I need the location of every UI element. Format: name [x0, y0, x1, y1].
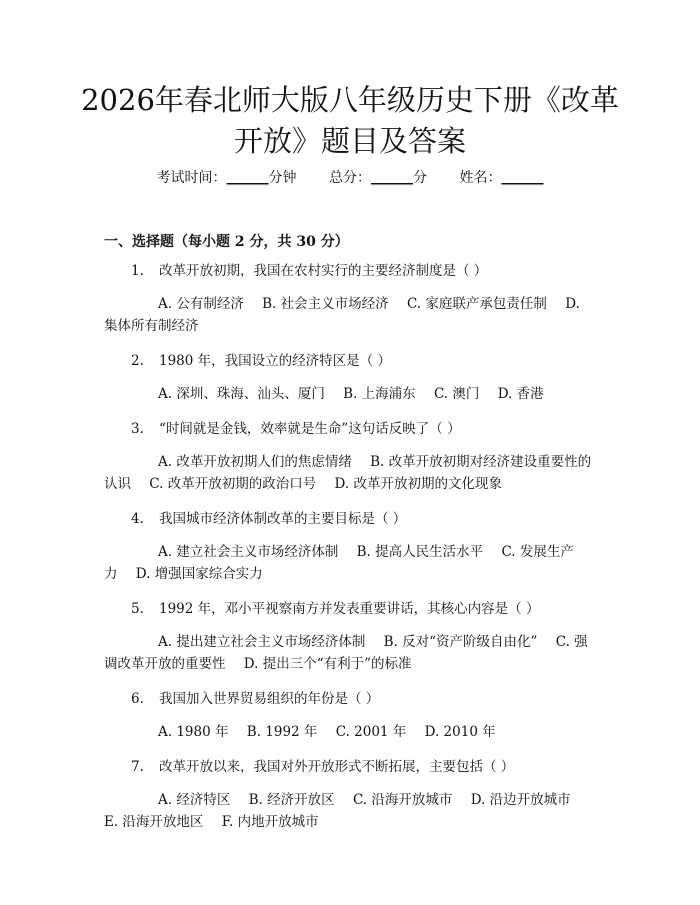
answer-option: B. 社会主义市场经济 [262, 296, 389, 312]
question-text: 1980 年，我国设立的经济特区是（ ） [159, 353, 391, 369]
answer-option: B. 反对“资产阶级自由化” [383, 634, 538, 650]
answer-option: B. 经济开放区 [248, 792, 335, 808]
answer-option: A. 公有制经济 [158, 296, 244, 312]
document-title: 2026年春北师大版八年级历史下册《改革开放》题目及答案 [81, 83, 619, 158]
question-stem [104, 757, 596, 777]
question-number: 1. [131, 263, 144, 279]
answer-option: D. 2010 年 [424, 724, 496, 740]
question-stem [104, 261, 596, 281]
answer-options [104, 541, 596, 585]
question-number: 3. [131, 421, 144, 437]
question-number: 7. [131, 759, 144, 775]
answer-option: B. 改革开放初期对经济建设重要性的认识 [104, 454, 592, 492]
question-item [104, 351, 596, 405]
question-item [104, 509, 596, 585]
answer-option: D. 集体所有制经济 [104, 296, 580, 334]
answer-option: B. 上海浦东 [343, 386, 416, 402]
student-name-blank: ______ [501, 170, 544, 186]
question-text: 1992 年，邓小平视察南方并发表重要讲话，其核心内容是（ ） [159, 601, 540, 617]
question-stem [104, 689, 596, 709]
answer-option: A. 经济特区 [158, 792, 231, 808]
answer-options [104, 293, 596, 337]
total-score-unit: 分 [413, 170, 427, 186]
answer-options [104, 451, 596, 495]
answer-option: C. 沿海开放城市 [352, 792, 453, 808]
question-item [104, 261, 596, 337]
answer-option: C. 发展生产力 [104, 544, 574, 582]
question-item [104, 689, 596, 743]
answer-option: C. 改革开放初期的政治口号 [149, 476, 317, 492]
answer-option: A. 建立社会主义市场经济体制 [158, 544, 339, 560]
question-stem [104, 509, 596, 529]
question-stem [104, 419, 596, 439]
answer-option: B. 提高人民生活水平 [356, 544, 484, 560]
answer-option: A. 提出建立社会主义市场经济体制 [158, 634, 366, 650]
question-text: 我国加入世界贸易组织的年份是（ ） [159, 691, 380, 707]
answer-option: E. 沿海开放地区 [104, 814, 204, 830]
answer-option: D. 增强国家综合实力 [135, 566, 263, 582]
exam-time-label: 考试时间： [156, 170, 227, 186]
answer-option: A. 改革开放初期人们的焦虑情绪 [158, 454, 352, 470]
question-text: “时间就是金钱，效率就是生命”这句话反映了（ ） [159, 421, 461, 437]
answer-options [104, 721, 596, 743]
answer-option: D. 沿边开放城市 [470, 792, 571, 808]
question-text: 我国城市经济体制改革的主要目标是（ ） [159, 511, 407, 527]
answer-option: D. 提出三个“有利于”的标准 [243, 656, 412, 672]
exam-info-line [0, 168, 700, 188]
question-number: 4. [131, 511, 144, 527]
answer-option: C. 2001 年 [335, 724, 407, 740]
answer-option: B. 1992 年 [246, 724, 318, 740]
question-list [104, 261, 596, 847]
question-item [104, 419, 596, 495]
question-item [104, 599, 596, 675]
answer-options [104, 631, 596, 675]
answer-options [104, 789, 596, 833]
answer-option: C. 家庭联产承包责任制 [406, 296, 547, 312]
answer-option: A. 深圳、珠海、汕头、厦门 [158, 386, 325, 402]
question-number: 6. [131, 691, 144, 707]
question-text: 改革开放初期，我国在农村实行的主要经济制度是（ ） [159, 263, 488, 279]
exam-time-field [157, 170, 301, 186]
answer-option: D. 改革开放初期的文化现象 [334, 476, 502, 492]
question-number: 2. [131, 353, 144, 369]
answer-option: A. 1980 年 [158, 724, 229, 740]
answer-options [104, 383, 596, 405]
answer-option: C. 强调改革开放的重要性 [104, 634, 588, 672]
student-name-label: 姓名： [459, 170, 502, 186]
total-score-blank: ______ [371, 170, 413, 186]
answer-option: F. 内地开放城市 [221, 814, 319, 830]
answer-option: D. 香港 [497, 386, 544, 402]
question-number: 5. [131, 601, 144, 617]
total-score-field [329, 170, 431, 186]
student-name-field [459, 170, 543, 186]
question-text: 改革开放以来，我国对外开放形式不断拓展，主要包括（ ） [159, 759, 515, 775]
section-heading: 一、选择题（每小题 2 分，共 30 分） [104, 234, 349, 250]
answer-option: C. 澳门 [433, 386, 480, 402]
question-stem [104, 351, 596, 371]
total-score-label: 总分： [329, 170, 371, 186]
question-item [104, 757, 596, 833]
exam-time-blank: ______ [226, 170, 269, 186]
exam-time-unit: 分钟 [268, 170, 297, 186]
question-stem [104, 599, 596, 619]
